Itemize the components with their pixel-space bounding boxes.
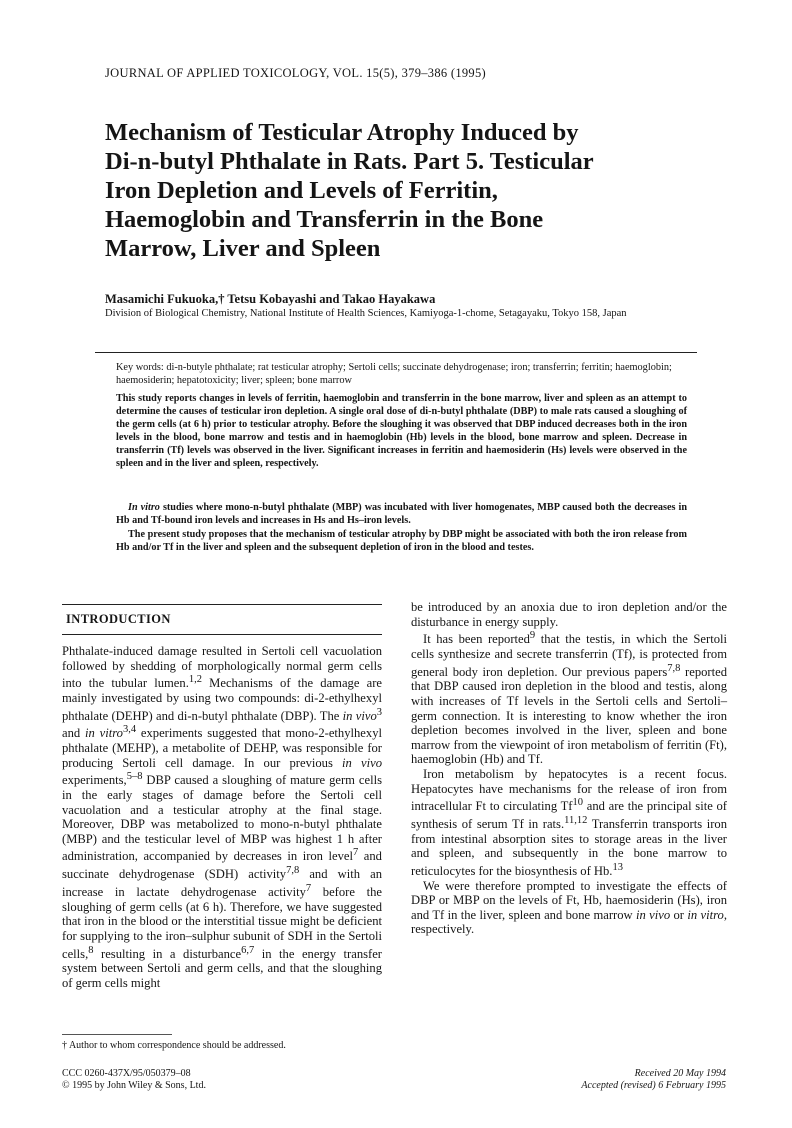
running-head: JOURNAL OF APPLIED TOXICOLOGY, VOL. 15(5), 379–386 (1995) bbox=[105, 66, 486, 80]
italic-in-vitro: In vitro bbox=[128, 502, 160, 513]
title-line: Iron Depletion and Levels of Ferritin, bbox=[105, 177, 498, 204]
abstract-paragraph-2 bbox=[116, 501, 687, 527]
received-dates bbox=[520, 1068, 726, 1092]
left-column bbox=[62, 644, 382, 991]
right-column bbox=[411, 600, 727, 937]
affiliation: Division of Biological Chemistry, National Institute of Health Sciences, Kamiyoga-1-chome, Setagayaku, Tokyo 158, Japan bbox=[105, 308, 627, 319]
section-heading: INTRODUCTION bbox=[66, 612, 171, 626]
abstract-paragraph-1: This study reports changes in levels of ferritin, haemoglobin and transferrin in the bone marrow, liver and spleen as an attempt to determine the causes of testicular iron depletion. A single oral dose of di-n-butyl phthalate (DBP) to male rats caused a sloughing of the germ cells (at 6 h) prior to testicular atrophy. Before the sloughing it was observed that DBP induced decreases both in the iron levels in the blood, bone marrow and testis and in haemoglobin (Hb) levels in the blood, bone marrow and spleen. Decrease in transferrin (Tf) levels was observed in the liver. Significant increases in ferritin and haemosiderin (Hs) levels were observed in the spleen and in the liver and spleen, respectively. bbox=[116, 393, 687, 469]
title-line: Haemoglobin and Transferrin in the Bone bbox=[105, 206, 544, 233]
abstract-paragraph-3: The present study proposes that the mechanism of testicular atrophy by DBP might be associated with both the iron release from Hb and/or Tf in the liver and spleen and the subsequent depletion of iron in the blood and testes. bbox=[116, 529, 687, 553]
copyright-line: © 1995 by John Wiley & Sons, Ltd. bbox=[62, 1080, 206, 1091]
author-list: Masamichi Fukuoka,† Tetsu Kobayashi and Takao Hayakawa bbox=[105, 292, 436, 306]
accepted-date: Accepted (revised) 6 February 1995 bbox=[581, 1080, 726, 1091]
intro-paragraph-1: Phthalate-induced damage resulted in Sertoli cell vacuolation followed by shedding of morphologically normal germ cells into the tubular lumen.$^{1,2}$ Mechanisms of the damage are mainly investigated by using two compounds: di-2-ethylhexyl phthalate (DEHP) and di-n-butyl phthalate (DBP). The in vivo$^3$ and in vitro$^{3,4}$ experiments suggested that mono-2-ethylhexyl phthalate (MEHP), a metabolite of DEHP, was responsible for producing Sertoli cell damage. In our previous in vivo experiments,$^{5-8}$ DBP caused a sloughing of mature germ cells in the early stages of damage before the Sertoli cell vacuolation and a testicular atrophy at the final stage. Moreover, DBP was metabolized to mono-n-butyl phthalate (MBP) and the testicular level of MBP was highest 1 h after administration, accompanied by decreases in iron level$^7$ and succinate dehydrogenase (SDH) activity$^{7,8}$ and with an increase in lactate dehydrogenase activity$^7$ before the sloughing of germ cells (at 6 h). Therefore, we have suggested that iron in the blood or the interstitial tissue might be deficient for supplying to the iron–sulphur subunit of SDH in the Sertoli cells,$^8$ resulting in a disturbance$^{6,7}$ in the energy transfer system between Sertoli and germ cells, and that the sloughing of germ cells might bbox=[62, 644, 383, 990]
received-date: Received 20 May 1994 bbox=[634, 1068, 726, 1079]
keywords: Key words: di-n-butyle phthalate; rat testicular atrophy; Sertoli cells; succinate dehydrogenase; iron; transferrin; ferritin; haemoglobin; haemosiderin; hepatotoxicity; liver; spleen; bone marrow bbox=[116, 362, 672, 386]
footnote-rule bbox=[62, 1034, 172, 1035]
article-title bbox=[105, 118, 705, 263]
intro-paragraph-4: We were therefore prompted to investigate the effects of DBP or MBP on the levels of Ft, Hb, haemosiderin (Hs), iron and Tf in the liver, spleen and bone marrow in vivo or in vitro, respectively. bbox=[411, 878, 727, 937]
section-top-rule bbox=[62, 604, 382, 605]
intro-paragraph-2: It has been reported$^9$ that the testis, in which the Sertoli cells synthesize and secrete transferrin (Tf), is protected from general body iron depletion. Our previous papers$^{7,8}$ reported that DBP caused iron depletion in the blood and testis, along with increases of Tf levels in the Sertoli cells and Sertoli–germ connection. It is interesting to know whether the iron depletion becomes involved in the liver, spleen and bone marrow from the viewpoint of iron metabolism of ferritin (Ft), haemoglobin (Hb) and Tf. bbox=[411, 630, 727, 767]
footnote: † Author to whom correspondence should be addressed. bbox=[62, 1040, 286, 1051]
section-bottom-rule bbox=[62, 634, 382, 635]
intro-paragraph-continued: be introduced by an anoxia due to iron depletion and/or the disturbance in energy supply. bbox=[411, 600, 727, 629]
abstract-p2-text: studies where mono-n-butyl phthalate (MBP) was incubated with liver homogenates, MBP caused both the decreases in Hb and Tf-bound iron levels and increases in Hs and Hs–iron levels. bbox=[116, 502, 687, 526]
title-line: Mechanism of Testicular Atrophy Induced by bbox=[105, 119, 579, 146]
copyright-block bbox=[62, 1068, 206, 1092]
intro-paragraph-3: Iron metabolism by hepatocytes is a recent focus. Hepatocytes have mechanisms for the release of iron from intracellular Ft to circulating Tf$^{10}$ and are the principal site of synthesis of serum Tf in rats.$^{11,12}$ Transferrin transports iron from intestinal absorption sites to storage areas in the liver and spleen, and subsequently in the bone marrow to reticulocytes for the biosynthesis of Hb.$^{13}$ bbox=[411, 766, 728, 879]
title-line: Marrow, Liver and Spleen bbox=[105, 235, 381, 262]
title-line: Di-n-butyl Phthalate in Rats. Part 5. Testicular bbox=[105, 148, 594, 175]
ccc-code: CCC 0260-437X/95/050379–08 bbox=[62, 1068, 191, 1079]
